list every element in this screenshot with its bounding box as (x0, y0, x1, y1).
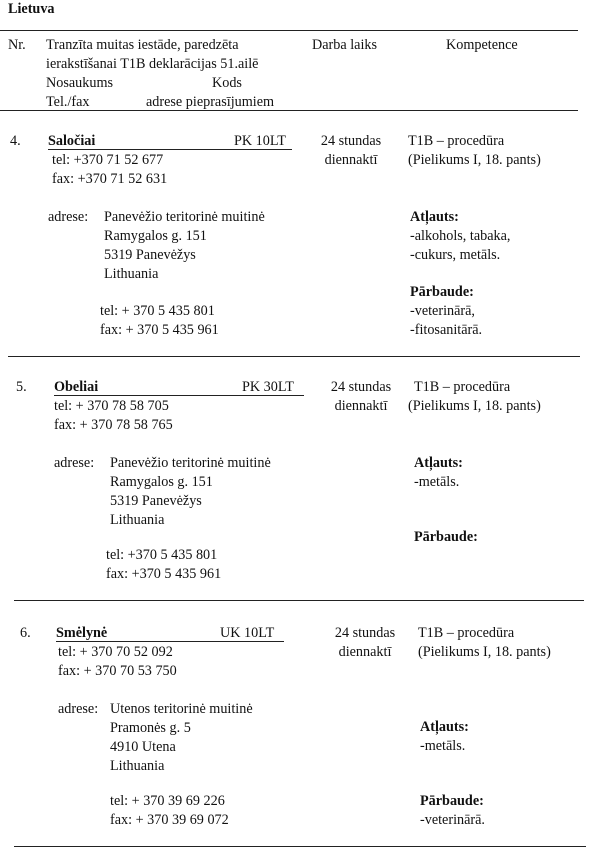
row-divider (14, 600, 584, 601)
header-office-line1: Tranzīta muitas iestāde, paredzēta (46, 37, 239, 53)
address-line: Lithuania (110, 758, 165, 774)
check-label: Pārbaude: (420, 793, 484, 809)
procedure-line: (Pielikums I, 18. pants) (418, 644, 551, 660)
entry-number: 6. (20, 625, 31, 641)
address-line: 5319 Panevėžys (110, 493, 202, 509)
address-line: 5319 Panevėžys (104, 247, 196, 263)
header-nr: Nr. (8, 37, 26, 53)
hours-line: 24 stundas (320, 133, 382, 149)
header-code-label: Kods (212, 75, 242, 91)
hours-line: diennaktī (334, 398, 388, 414)
header-name-label: Nosaukums (46, 75, 113, 91)
allowed-label: Atļauts: (410, 209, 459, 225)
procedure-line: T1B – procedūra (418, 625, 515, 641)
header-telfax-label: Tel./fax (46, 94, 90, 110)
header-hours: Darba laiks (312, 37, 378, 53)
entry-fax: fax: + 370 78 58 765 (54, 417, 173, 433)
entry-tel: tel: + 370 70 52 092 (58, 644, 173, 660)
address-line: Panevėžio teritorinė muitinė (110, 455, 271, 471)
entry-name: Smėlynė (56, 625, 108, 641)
check-item: -veterinārā, (410, 303, 475, 319)
address-fax: fax: + 370 5 435 961 (100, 322, 219, 338)
address-line: Lithuania (104, 266, 159, 282)
entry-number: 5. (16, 379, 27, 395)
address-line: Panevėžio teritorinė muitinė (104, 209, 265, 225)
entry-code: UK 10LT (220, 625, 275, 641)
entry-tel: tel: +370 71 52 677 (52, 152, 164, 168)
hours-line: 24 stundas (334, 625, 396, 641)
hours-line: 24 stundas (330, 379, 392, 395)
allowed-item: -metāls. (414, 474, 460, 490)
procedure-line: (Pielikums I, 18. pants) (408, 152, 541, 168)
address-line: Pramonės g. 5 (110, 720, 191, 736)
header-top-rule (0, 30, 578, 31)
allowed-label: Atļauts: (420, 719, 469, 735)
address-label: adrese: (48, 209, 89, 225)
entry-name: Obeliai (54, 379, 99, 395)
procedure-line: T1B – procedūra (414, 379, 511, 395)
check-item: -fitosanitārā. (410, 322, 483, 338)
entry-name: Saločiai (48, 133, 96, 149)
procedure-line: T1B – procedūra (408, 133, 505, 149)
entry-code: PK 30LT (242, 379, 294, 395)
address-tel: tel: +370 5 435 801 (106, 547, 218, 563)
address-fax: fax: +370 5 435 961 (106, 566, 222, 582)
page-title: Lietuva (8, 1, 55, 17)
address-line: Ramygalos g. 151 (110, 474, 213, 490)
row-divider (14, 846, 586, 847)
address-line: Lithuania (110, 512, 165, 528)
allowed-item: -cukurs, metāls. (410, 247, 501, 263)
header-office-line2: ierakstīšanai T1B deklarācijas 51.ailē (46, 56, 259, 72)
allowed-item: -alkohols, tabaka, (410, 228, 511, 244)
check-label: Pārbaude: (414, 529, 478, 545)
address-line: Utenos teritorinė muitinė (110, 701, 253, 717)
address-fax: fax: + 370 39 69 072 (110, 812, 229, 828)
address-tel: tel: + 370 5 435 801 (100, 303, 215, 319)
address-line: 4910 Utena (110, 739, 176, 755)
address-line: Ramygalos g. 151 (104, 228, 207, 244)
entry-fax: fax: +370 71 52 631 (52, 171, 168, 187)
entry-code: PK 10LT (234, 133, 286, 149)
entry-number: 4. (10, 133, 21, 149)
check-item: -veterinārā. (420, 812, 485, 828)
entry-tel: tel: + 370 78 58 705 (54, 398, 169, 414)
hours-line: diennaktī (338, 644, 392, 660)
address-label: adrese: (58, 701, 99, 717)
allowed-label: Atļauts: (414, 455, 463, 471)
check-label: Pārbaude: (410, 284, 474, 300)
hours-line: diennaktī (324, 152, 378, 168)
header-competence: Kompetence (446, 37, 518, 53)
entry-fax: fax: + 370 70 53 750 (58, 663, 177, 679)
row-divider (8, 356, 580, 357)
header-address-label: adrese pieprasījumiem (146, 94, 275, 110)
address-label: adrese: (54, 455, 95, 471)
allowed-item: -metāls. (420, 738, 466, 754)
address-tel: tel: + 370 39 69 226 (110, 793, 225, 809)
procedure-line: (Pielikums I, 18. pants) (408, 398, 541, 414)
